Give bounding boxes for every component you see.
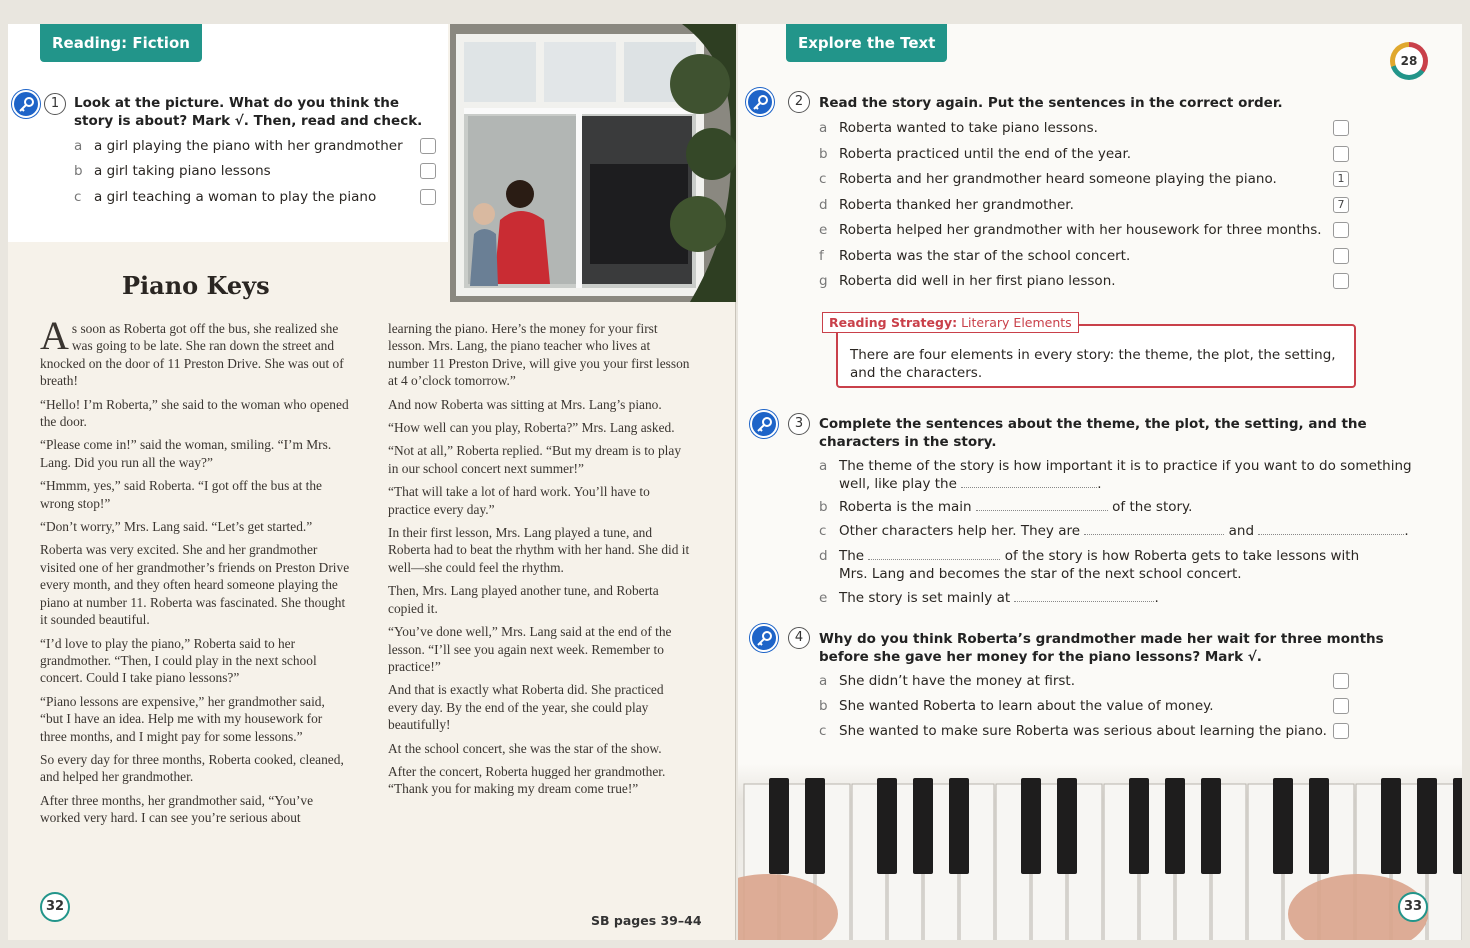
story-paragraph: “I’d love to play the piano,” Roberta said to her grandmother. “Then, I could play in the next school concert. Could I take piano lessons?” — [40, 635, 317, 686]
q2-option-c: c Roberta and her grandmother heard someone playing the piano. — [819, 171, 1277, 187]
q1-option-a: a a girl playing the piano with her grandmother — [74, 138, 403, 154]
q2-option-e: e Roberta helped her grandmother with her housework for three months. — [819, 222, 1322, 238]
story-paragraph: “Please come in!” said the woman, smiling. “I’m Mrs. Lang. Did you run all the way?” — [40, 437, 332, 470]
piano-black-key — [949, 778, 969, 874]
story-column-1 — [40, 313, 350, 833]
reading-strategy-tag: Reading Strategy: Literary Elements — [822, 312, 1079, 333]
story-paragraph: learning the piano. Here’s the money for your first lesson. Mrs. Lang, the piano teacher who lives at number 11 Preston Drive, will give you your first lesson at 4 o’clock tomorrow.” — [388, 321, 690, 389]
q2-option-f: f Roberta was the star of the school concert. — [819, 247, 1131, 264]
piano-black-key — [805, 778, 825, 874]
q3-item-b: b Roberta is the main of the story. — [819, 499, 1193, 515]
story-column-2 — [388, 320, 692, 804]
piano-keyboard-illustration — [738, 764, 1462, 940]
q2-order-box-e[interactable] — [1333, 222, 1349, 238]
story-title: Piano Keys — [122, 271, 270, 300]
progress-badge — [1390, 42, 1428, 80]
piano-black-key — [1309, 778, 1329, 874]
blank-field[interactable] — [976, 499, 1108, 511]
piano-black-key — [1273, 778, 1293, 874]
page-number: 32 — [40, 892, 70, 922]
piano-black-key — [769, 778, 789, 874]
blank-field[interactable] — [868, 548, 1000, 560]
q4-checkbox-b[interactable] — [1333, 698, 1349, 714]
q2-order-box-f[interactable] — [1333, 248, 1349, 264]
q3-item-d: d The of the story is how Roberta gets to take lessons with Mrs. Lang and becomes the star of the next school concert. — [819, 548, 1360, 582]
section-tab: Reading: Fiction — [40, 24, 202, 62]
q2-order-box-g[interactable] — [1333, 273, 1349, 289]
question-number: 4 — [788, 627, 810, 649]
question-4-prompt: Why do you think Roberta’s grandmother made her wait for three months before she gave her money for the piano lessons? Mark √. — [819, 631, 1384, 665]
question-number: 3 — [788, 413, 810, 435]
left-page — [8, 24, 736, 940]
q1-checkbox-c[interactable] — [420, 189, 436, 205]
story-paragraph: As soon as Roberta got off the bus, she realized she was going to be late. She ran down the street and knocked on the door of 11 Preston Drive. She was out of breath! — [40, 313, 344, 389]
q3-item-a: a The theme of the story is how important it is to practice if you want to do something well, like play the . — [819, 458, 1412, 492]
piano-black-key — [1453, 778, 1462, 874]
search-key-icon[interactable] — [746, 88, 774, 116]
question-number: 1 — [44, 93, 66, 115]
piano-black-key — [1165, 778, 1185, 874]
story-paragraph: So every day for three months, Roberta cooked, cleaned, and helped her grandmother. — [40, 751, 344, 785]
q3-item-c: c Other characters help her. They are and . — [819, 523, 1409, 539]
page-number: 33 — [1398, 892, 1428, 922]
q4-checkbox-a[interactable] — [1333, 673, 1349, 689]
right-page — [738, 24, 1462, 940]
q2-order-box-c[interactable]: 1 — [1333, 171, 1349, 187]
q1-checkbox-b[interactable] — [420, 163, 436, 179]
story-paragraph: And that is exactly what Roberta did. She practiced every day. By the end of the year, she could play beautifully! — [388, 682, 664, 733]
piano-black-key — [1201, 778, 1221, 874]
section-tab: Explore the Text — [786, 24, 947, 62]
question-number: 2 — [788, 91, 810, 113]
q2-option-b: b Roberta practiced until the end of the year. — [819, 145, 1132, 162]
search-key-icon[interactable] — [12, 90, 40, 118]
reading-strategy-text: There are four elements in every story: the theme, the plot, the setting, and the characters. — [850, 347, 1336, 381]
blank-field[interactable] — [1258, 523, 1404, 535]
piano-black-key — [913, 778, 933, 874]
q1-option-b: b a girl taking piano lessons — [74, 163, 271, 179]
story-paragraph: “Not at all,” Roberta replied. “But my dream is to play in our school concert next summer!” — [388, 443, 682, 476]
question-3-prompt: Complete the sentences about the theme, the plot, the setting, and the characters in the story. — [819, 416, 1367, 450]
piano-black-key — [1021, 778, 1041, 874]
question-1-prompt: Look at the picture. What do you think the story is about? Mark √. Then, read and check. — [74, 95, 423, 129]
reading-strategy-box — [829, 315, 1356, 388]
piano-black-key — [1057, 778, 1077, 874]
story-paragraph: “Hello! I’m Roberta,” she said to the woman who opened the door. — [40, 396, 349, 430]
story-paragraph: Then, Mrs. Lang played another tune, and Roberta copied it. — [388, 583, 659, 616]
q4-option-a: a She didn’t have the money at first. — [819, 673, 1075, 689]
piano-black-key — [1129, 778, 1149, 874]
story-paragraph: “How well can you play, Roberta?” Mrs. Lang asked. — [388, 420, 675, 436]
story-paragraph: “Don’t worry,” Mrs. Lang said. “Let’s get started.” — [40, 519, 313, 535]
piano-black-key — [877, 778, 897, 874]
story-paragraph: “Piano lessons are expensive,” her grandmother said, “but I have an idea. Help me with my housework for three months, and I might pay for some lessons.” — [40, 693, 325, 744]
story-paragraph: After the concert, Roberta hugged her grandmother. “Thank you for making my dream come true!” — [388, 763, 666, 797]
story-paragraph: And now Roberta was sitting at Mrs. Lang’s piano. — [388, 396, 662, 412]
progress-badge-number: 28 — [1395, 47, 1423, 75]
story-paragraph: Roberta was very excited. She and her grandmother visited one of her grandmother’s friends on Preston Drive every month, and they often heard someone playing the piano at number 11. Roberta was fascinated. She thought it sounded beautiful. — [40, 542, 350, 628]
q2-order-box-d[interactable]: 7 — [1333, 197, 1349, 213]
q4-checkbox-c[interactable] — [1333, 723, 1349, 739]
q2-option-g: g Roberta did well in her first piano lesson. — [819, 273, 1116, 289]
blank-field[interactable] — [1084, 523, 1224, 535]
story-paragraph: After three months, her grandmother said, “You’ve worked very hard. I can see you’re serious about — [40, 792, 314, 826]
q4-option-b: b She wanted Roberta to learn about the value of money. — [819, 698, 1214, 714]
story-paragraph: “Hmmm, yes,” said Roberta. “I got off the bus at the wrong stop!” — [40, 478, 323, 511]
piano-black-key — [1381, 778, 1401, 874]
question-2-prompt: Read the story again. Put the sentences in the correct order. — [819, 95, 1283, 111]
story-paragraph: “That will take a lot of hard work. You’ll have to practice every day.” — [388, 484, 650, 517]
blank-field[interactable] — [1014, 590, 1154, 602]
q2-order-box-b[interactable] — [1333, 146, 1349, 162]
search-key-icon[interactable] — [750, 410, 778, 438]
piano-black-key — [1417, 778, 1437, 874]
story-paragraph: At the school concert, she was the star of the show. — [388, 740, 662, 756]
blank-field[interactable] — [961, 476, 1097, 488]
sb-page-reference: SB pages 39–44 — [591, 913, 702, 928]
search-key-icon[interactable] — [750, 624, 778, 652]
q1-option-c: c a girl teaching a woman to play the piano — [74, 189, 377, 205]
q3-item-e: e The story is set mainly at . — [819, 590, 1159, 606]
story-paragraph: In their first lesson, Mrs. Lang played a tune, and Roberta had to beat the rhythm with her hand. She did it well—she could feel the rhythm. — [388, 525, 690, 575]
q2-option-d: d Roberta thanked her grandmother. — [819, 196, 1074, 213]
q2-order-box-a[interactable] — [1333, 120, 1349, 136]
story-illustration — [450, 24, 736, 302]
drop-cap: A — [40, 313, 69, 358]
q1-checkbox-a[interactable] — [420, 138, 436, 154]
q2-option-a: a Roberta wanted to take piano lessons. — [819, 120, 1098, 136]
q4-option-c: c She wanted to make sure Roberta was serious about learning the piano. — [819, 723, 1327, 739]
story-paragraph: “You’ve done well,” Mrs. Lang said at the end of the lesson. “I’ll see you again next week. Remember to practice!” — [388, 624, 672, 674]
